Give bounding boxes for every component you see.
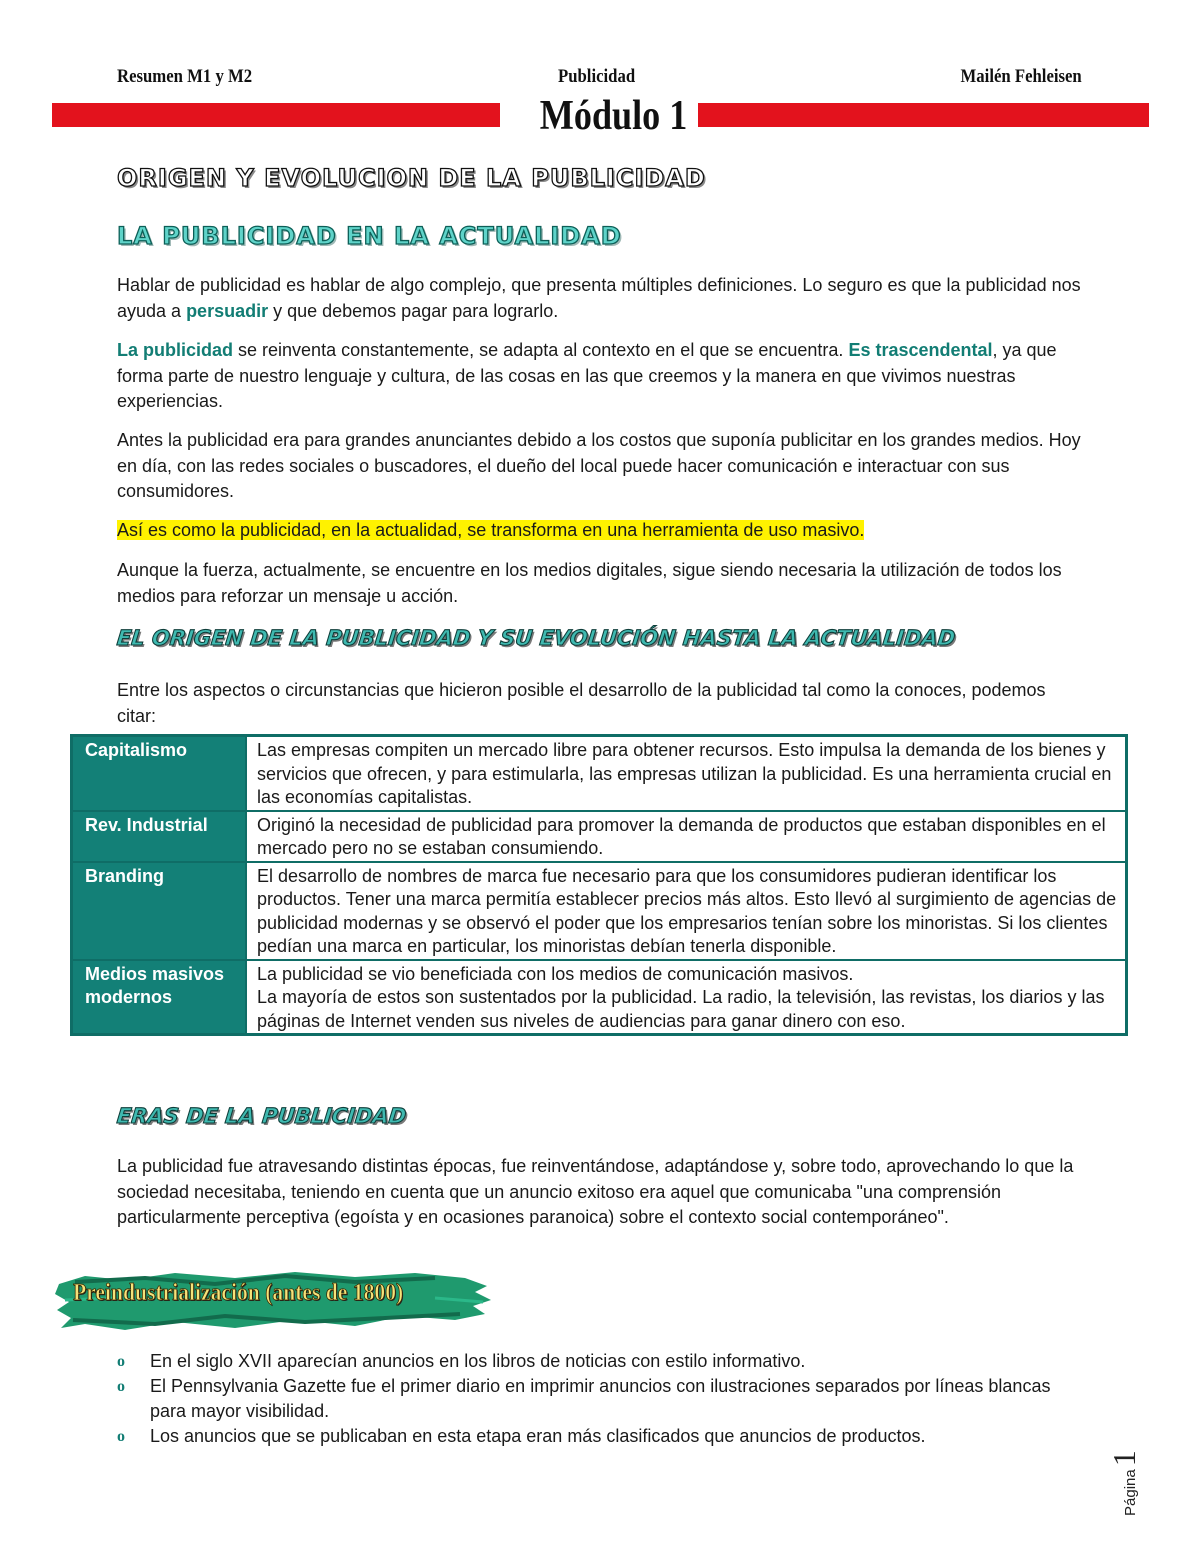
list-item (117, 1424, 1077, 1449)
header-left: Resumen M1 y M2 (117, 66, 253, 87)
paragraph-2 (117, 338, 1087, 415)
red-bar-left (52, 103, 500, 127)
p4-highlight: Así es como la publicidad, en la actualidad, se transforma en una herramienta de uso masivo. (117, 520, 865, 540)
paragraph-4 (117, 518, 1087, 544)
heading-main: ORIGEN Y EVOLUCION DE LA PUBLICIDAD (117, 164, 706, 192)
eras-paragraph (117, 1154, 1087, 1231)
factors-table (70, 734, 1128, 1036)
heading-origin: EL ORIGEN DE LA PUBLICIDAD Y SU EVOLUCIÓN HASTA LA ACTUALIDAD (115, 626, 957, 650)
p2-text-mid: se reinventa constantemente, se adapta al contexto en el que se encuentra. (233, 340, 849, 360)
table-value-cell (246, 960, 1127, 1035)
table-value-line: La mayoría de estos son sustentados por la publicidad. La radio, la televisión, las revistas, los diarios y las páginas de Internet venden sus niveles de audiencias para ganar dinero con eso. (257, 987, 1105, 1031)
table-row (72, 862, 1127, 960)
page-number: 1 (1106, 1450, 1142, 1467)
table-key-cell: Branding (72, 862, 247, 960)
era-bullet-list (117, 1349, 1077, 1449)
era-banner-title: Preindustrialización (antes de 1800) (73, 1280, 404, 1306)
list-item-text: En el siglo XVII aparecían anuncios en los libros de noticias con estilo informativo. (150, 1351, 806, 1371)
list-item-text: Los anuncios que se publicaban en esta etapa eran más clasificados que anuncios de productos. (150, 1426, 926, 1446)
paragraph-5 (117, 558, 1087, 609)
heading-eras: ERAS DE LA PUBLICIDAD (115, 1104, 408, 1128)
heading-sub: LA PUBLICIDAD EN LA ACTUALIDAD (117, 222, 622, 250)
p1-text-before: Hablar de publicidad es hablar de algo complejo, que presenta múltiples definiciones. Lo seguro es que la publicidad nos ayuda a (117, 275, 1081, 321)
p2-emphasis-1: La publicidad (117, 340, 234, 360)
p2-emphasis-2: Es trascendental (848, 340, 993, 360)
table-value-cell: El desarrollo de nombres de marca fue necesario para que los consumidores pudieran identificar los productos. Tener una marca permitía establecer precios más altos. Esto llevó al surgimiento de agencias de publicidad modernas y se observó el poder que los empresarios tenían sobre los minoristas. Si los clientes pedían una marca en particular, los minoristas debían tenerla disponible. (246, 862, 1127, 960)
header-center: Publicidad (558, 66, 636, 87)
module-title: Módulo 1 (539, 93, 688, 139)
list-item (117, 1349, 1077, 1374)
bullet-marker: o (117, 1378, 125, 1395)
table-value-cell: Originó la necesidad de publicidad para promover la demanda de productos que estaban disponibles en el mercado pero no se estaban consumiendo. (246, 811, 1127, 862)
bullet-marker: o (117, 1428, 125, 1445)
table-key-cell: Capitalismo (72, 736, 247, 811)
p1-text-after: y que debemos pagar para lograrlo. (268, 300, 559, 321)
page-footer (1106, 1396, 1146, 1516)
p5-text: Aunque la fuerza, actualmente, se encuentre en los medios digitales, sigue siendo necesaria la utilización de todos los medios para reforzar un mensaje u acción. (117, 560, 1062, 606)
p3-text: Antes la publicidad era para grandes anunciantes debido a los costos que suponía publicitar en los grandes medios. Hoy en día, con las redes sociales o buscadores, el dueño del local puede hacer comunicación e interactuar con sus consumidores. (117, 430, 1081, 501)
paragraph-3 (117, 428, 1087, 505)
red-bar-right (698, 103, 1149, 127)
table-key-cell: Rev. Industrial (72, 811, 247, 862)
header-right: Mailén Fehleisen (960, 66, 1082, 87)
table-row (72, 960, 1127, 1035)
table-row (72, 736, 1127, 811)
table-key-cell: Medios masivos modernos (72, 960, 247, 1035)
paragraph-1 (117, 273, 1087, 324)
page-label: Página (1122, 1469, 1139, 1516)
bullet-marker: o (117, 1353, 125, 1370)
list-item (117, 1374, 1077, 1424)
origin-intro-text: Entre los aspectos o circunstancias que hicieron posible el desarrollo de la publicidad tal como la conoces, podemos citar: (117, 680, 1046, 726)
table-value-line: La publicidad se vio beneficiada con los medios de comunicación masivos. (257, 963, 854, 984)
list-item-text: El Pennsylvania Gazette fue el primer diario en imprimir anuncios con ilustraciones separados por líneas blancas para mayor visibilidad. (150, 1376, 1051, 1421)
origin-intro (117, 678, 1087, 729)
table-value-cell: Las empresas compiten un mercado libre para obtener recursos. Esto impulsa la demanda de los bienes y servicios que ofrecen, y para estimularla, las empresas utilizan la publicidad. Es una herramienta crucial en las economías capitalistas. (246, 736, 1127, 811)
eras-paragraph-text: La publicidad fue atravesando distintas épocas, fue reinventándose, adaptándose y, sobre todo, aprovechando lo que la sociedad necesitaba, teniendo en cuenta que un anuncio exitoso era aquel que comunicaba "una comprensión particularmente perceptiva (egoísta y en ocasiones paranoica) sobre el contexto social contemporáneo". (117, 1156, 1074, 1227)
p1-emphasis: persuadir (186, 300, 269, 321)
p2-text-after: , ya que forma parte de nuestro lenguaje y cultura, de las cosas en las que creemos y la manera en que vivimos nuestras experiencias. (117, 340, 1057, 411)
table-row (72, 811, 1127, 862)
